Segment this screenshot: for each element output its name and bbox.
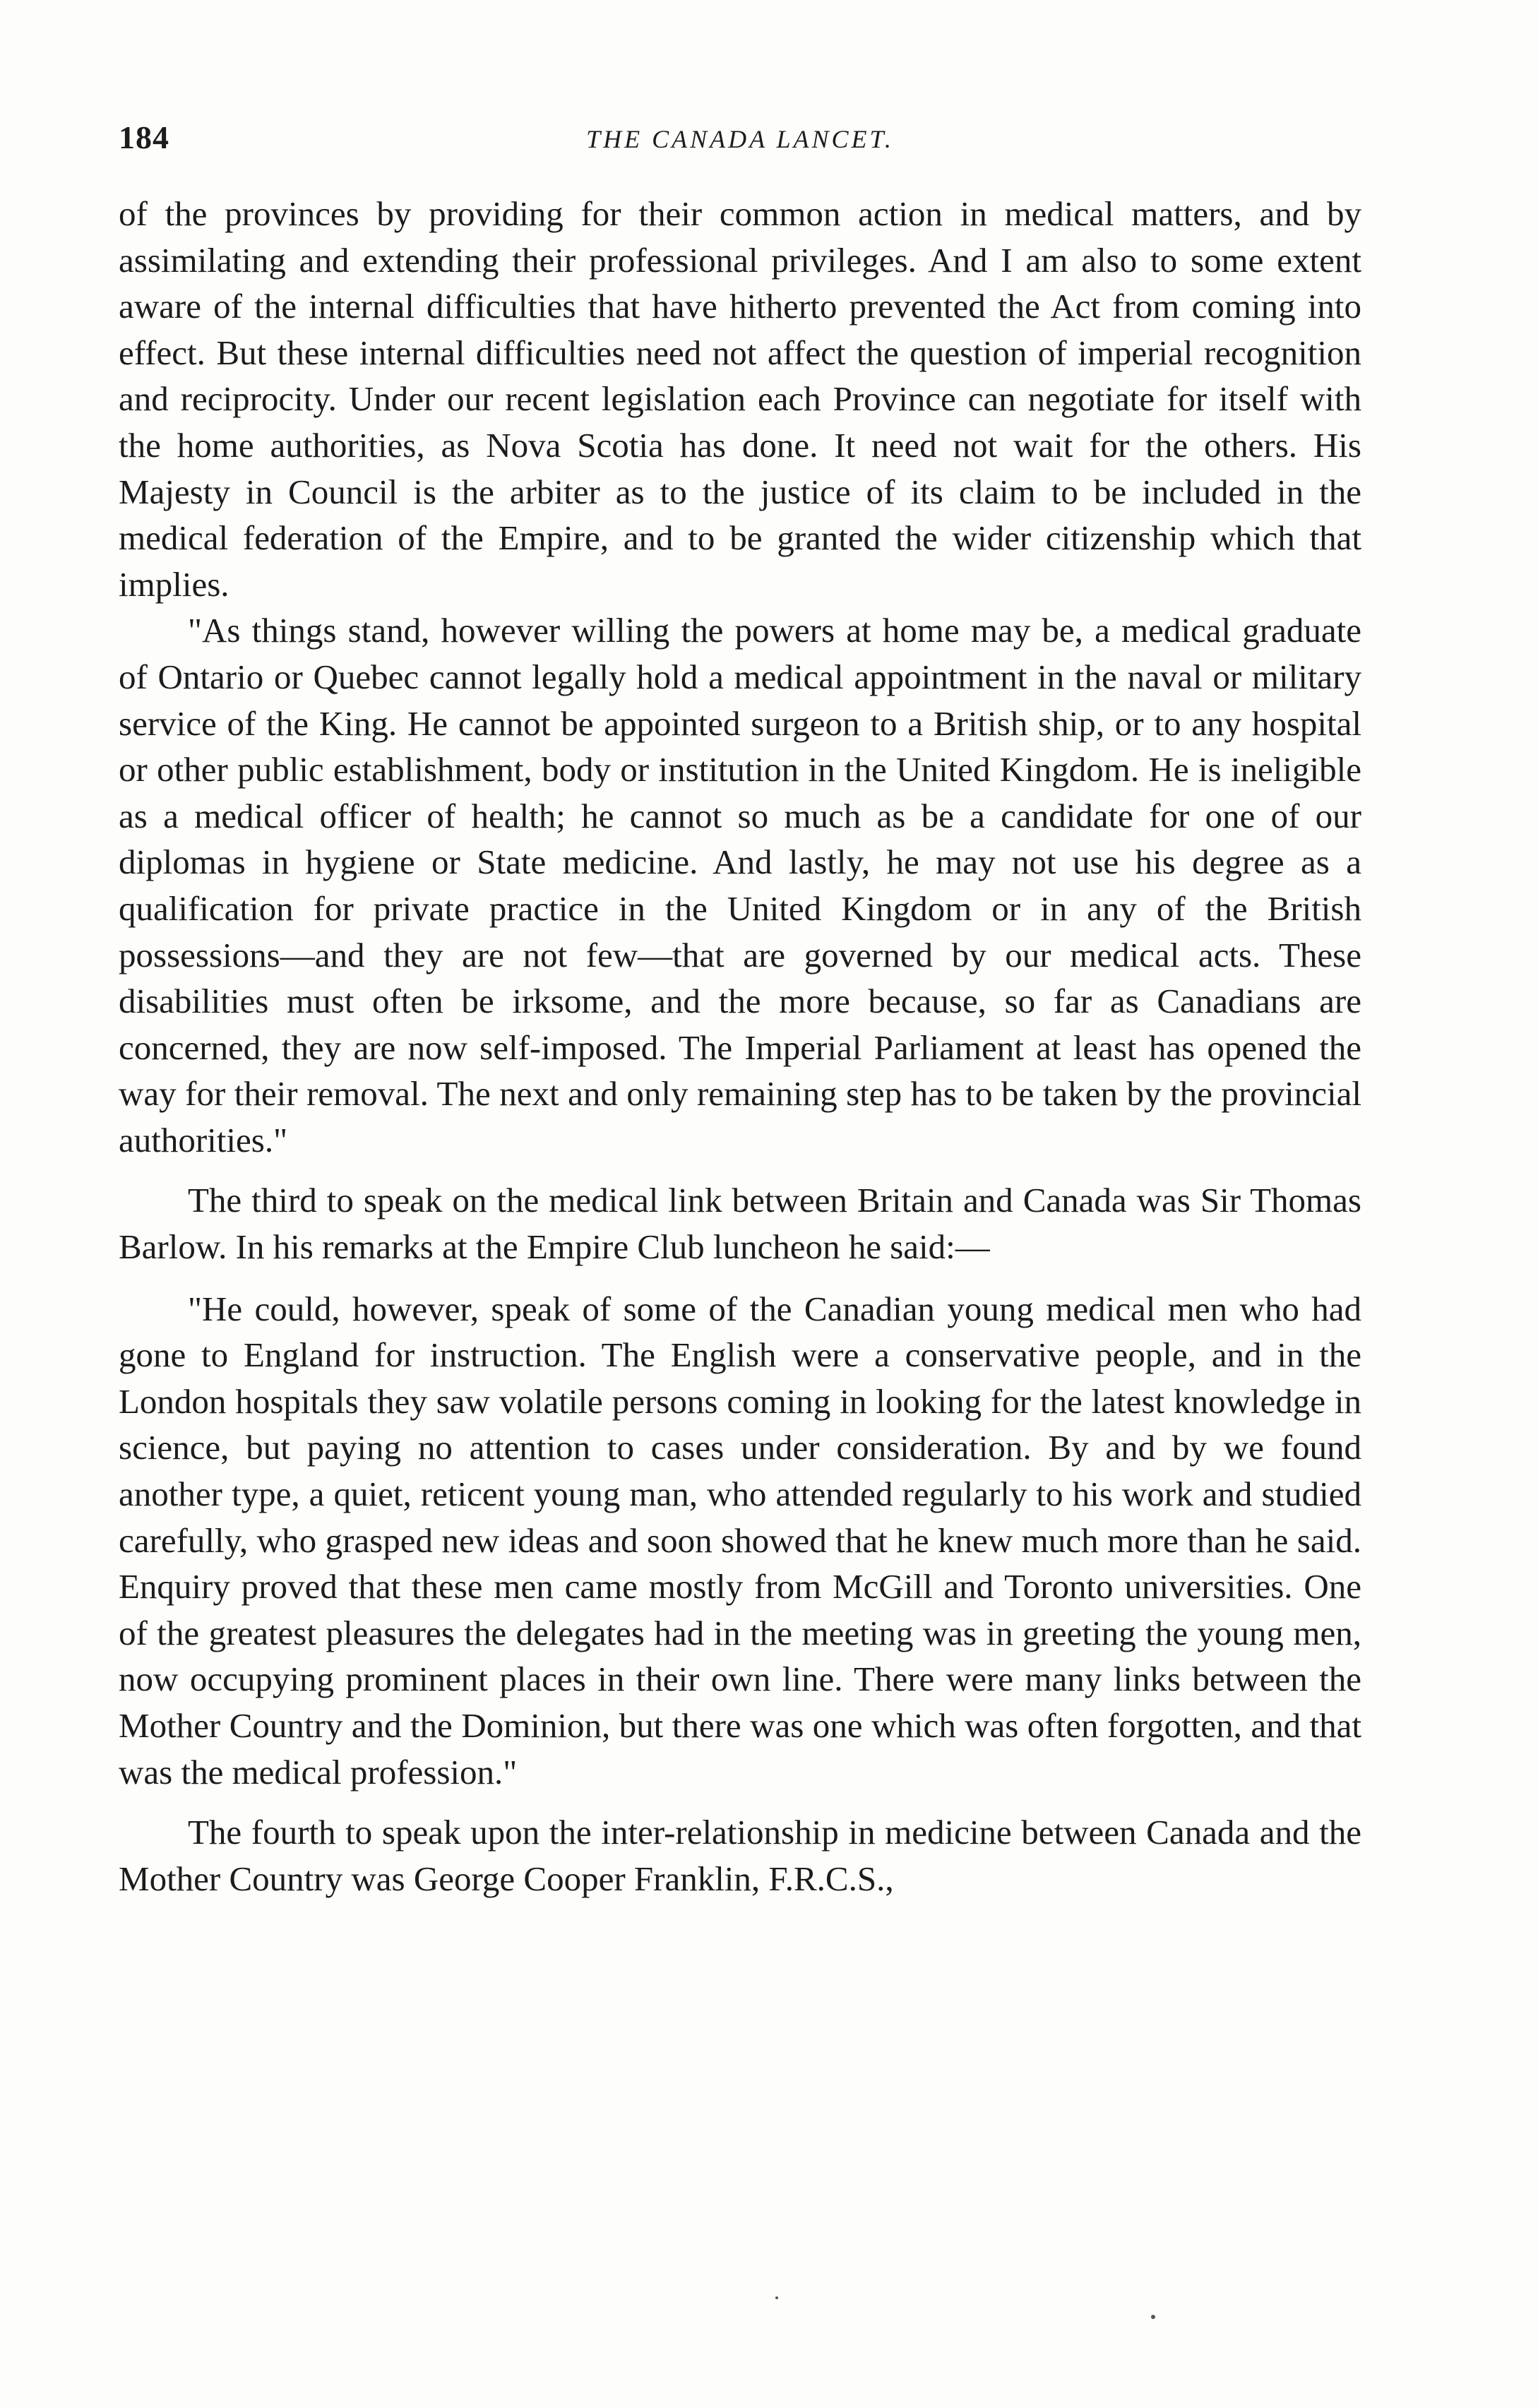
paragraph-continued: of the provinces by providing for their common action in medical matters, and by assimilating and extending their professional privileges. And I am also to some extent aware of the internal difficulties that have hitherto prevented the Act from coming into effect. But these internal difficulties need not affect the question of imperial recognition and reciprocity. Under our recent legislation each Province can negotiate for itself with the home authorities, as Nova Scotia has done. It need not wait for the others. His Majesty in Council is the arbiter as to the justice of its claim to be included in the medical federation of the Empire, and to be granted the wider citizenship which that implies. [119,194,1361,604]
paragraph-fourth-speaker: The fourth to speak upon the inter-relationship in medicine between Canada and the Mother Country was George Cooper Franklin, F.R.C.S., [119,1813,1361,1898]
paragraph-quote-barlow: "He could, however, speak of some of the Canadian young medical men who had gone to England for instruction. The English were a conservative people, and in the London hospitals they saw volatile persons coming in looking for the latest knowledge in science, but paying no attention to cases under consideration. By and by we found another type, a quiet, reticent young man, who attended regularly to his work and studied carefully, who grasped new ideas and soon showed that he knew much more than he said. Enquiry proved that these men came mostly from McGill and Toronto universities. One of the greatest pleasures the delegates had in the meeting was in greeting the young men, now occupying prominent places in their own line. There were many links between the Mother Country and the Dominion, but there was one which was often forgotten, and that was the medical profession." [119,1289,1361,1792]
body-text [119,191,1361,1902]
paragraph-quote-disabilities: "As things stand, however willing the powers at home may be, a medical graduate of Ontario or Quebec cannot legally hold a medical appointment in the naval or military service of the King. He cannot be appointed surgeon to a British ship, or to any hospital or other public establishment, body or institution in the United Kingdom. He is ineligible as a medical officer of health; he cannot so much as be a candidate for one of our diplomas in hygiene or State medicine. And lastly, he may not use his degree as a qualification for private practice in the United Kingdom or in any of the British possessions—and they are not few—that are governed by our medical acts. These disabilities must often be irksome, and the more because, so far as Canadians are concerned, they are now self-imposed. The Imperial Parliament at least has opened the way for their removal. The next and only remaining step has to be taken by the provincial authorities." [119,611,1361,1160]
page-header [119,119,1361,175]
running-head: THE CANADA LANCET. [586,125,894,153]
paragraph-third-speaker: The third to speak on the medical link between Britain and Canada was Sir Thomas Barlow. In his remarks at the Empire Club luncheon he said:— [119,1181,1361,1267]
print-speck [775,2296,778,2299]
page-number: 184 [119,119,169,155]
print-speck [1151,2315,1155,2319]
